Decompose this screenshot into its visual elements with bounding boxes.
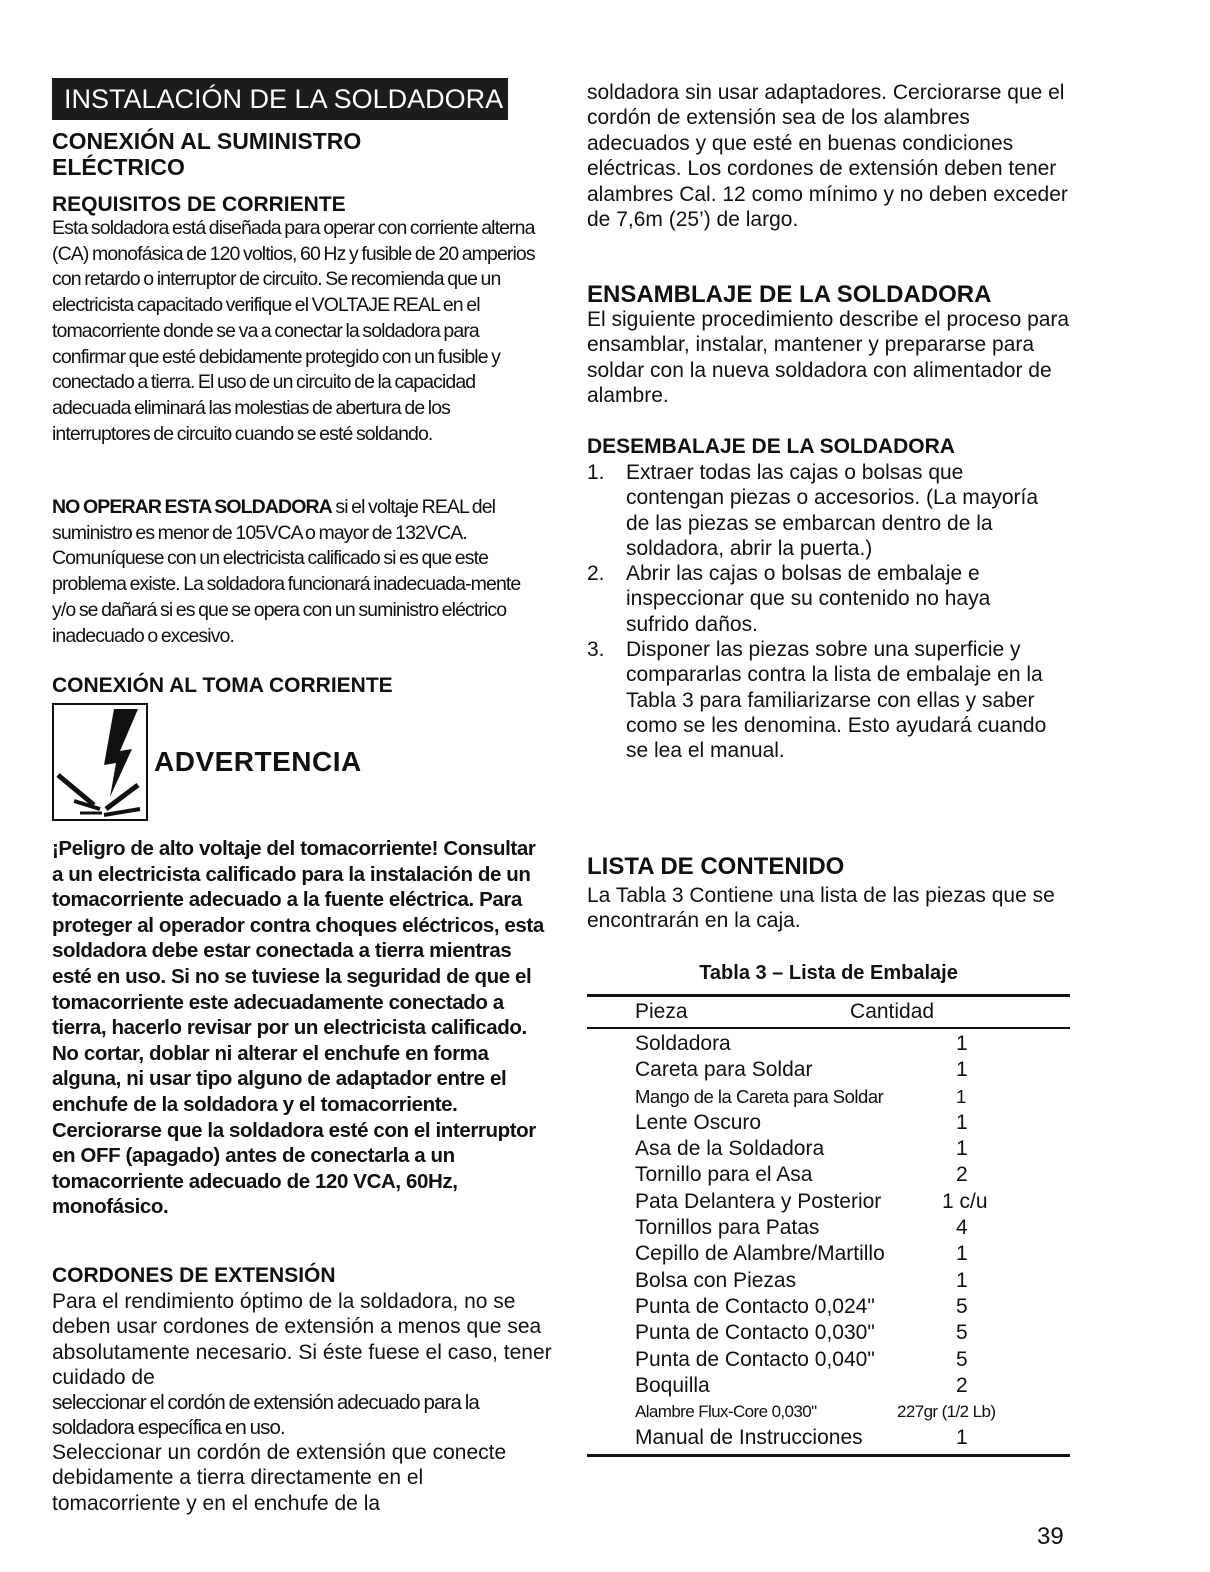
column-header-qty: Cantidad (850, 1000, 935, 1023)
table-bottom-rule (587, 1454, 1070, 1457)
step-text: Abrir las cajas o bolsas de embalaje e inspeccionar que su contenido no haya sufrido daños. (626, 562, 991, 636)
table-row (587, 1031, 1070, 1057)
list-item (587, 460, 1057, 561)
table-cell-qty: 5 (956, 1321, 968, 1345)
unpacking-steps (587, 460, 1057, 764)
table-cell-qty: 1 c/u (942, 1189, 988, 1213)
high-voltage-icon (54, 705, 146, 819)
contents-text: La Tabla 3 Contiene una lista de las piezas que se encontrarán en la caja. (587, 884, 1055, 933)
table-cell-qty: 4 (956, 1216, 968, 1240)
table-cell-piece: Tornillo para el Asa (635, 1163, 813, 1187)
table-row (587, 1057, 1070, 1083)
outlet-heading: CONEXIÓN AL TOMA CORRIENTE (52, 674, 393, 697)
section-banner: INSTALACIÓN DE LA SOLDADORA (52, 78, 508, 120)
table-cell-piece: Pata Delantera y Posterior (635, 1189, 882, 1213)
table-row (587, 1162, 1070, 1188)
table-cell-piece: Asa de la Soldadora (635, 1137, 825, 1161)
table-row (587, 1110, 1070, 1136)
no-operate-text: si el voltaje REAL del suministro es menor de 105VCA o mayor de 132VCA. Comuníquese con un electricista calificado si es que este problema existe. La soldadora funcionará inadecuada-mente y/o se dañará si es que se opera con un suministro eléctrico inadecuado o excesivo. (52, 496, 521, 647)
table-cell-qty: 1 (956, 1268, 968, 1292)
list-item (587, 561, 1057, 637)
table-caption: Tabla 3 – Lista de Embalaje (699, 962, 958, 984)
step-text: Extraer todas las cajas o bolsas que contengan piezas o accesorios. (La mayoría de las piezas se embarcan dentro de la soldadora, abrir la puerta.) (626, 461, 1039, 560)
table-cell-piece: Punta de Contacto 0,030" (635, 1321, 875, 1345)
table-cell-piece: Punta de Contacto 0,024" (635, 1294, 875, 1318)
warning-box (52, 703, 148, 821)
extension-text-a: Para el rendimiento óptimo de la soldadora, no se deben usar cordones de extensión a menos que sea absolutamente necesario. Si éste fuese el caso, tener cuidado de (52, 1290, 552, 1390)
table-cell-qty: 1 (956, 1110, 968, 1134)
step-number: 1. (587, 461, 605, 484)
table-cell-piece: Mango de la Careta para Soldar (635, 1085, 884, 1107)
table-cell-piece: Punta de Contacto 0,040" (635, 1347, 875, 1371)
table-cell-qty: 2 (956, 1163, 968, 1187)
table-row (587, 1241, 1070, 1267)
page-number: 39 (1037, 1523, 1064, 1550)
table-header-rule (587, 1027, 1070, 1029)
step-number: 2. (587, 562, 605, 586)
table-cell-qty: 227gr (1/2 Lb) (897, 1402, 996, 1422)
table-cell-qty: 1 (956, 1032, 968, 1055)
current-requirements-heading: REQUISITOS DE CORRIENTE (52, 193, 346, 216)
table-cell-qty: 2 (956, 1373, 968, 1397)
extension-text-c: Seleccionar un cordón de extensión que conecte debidamente a tierra directamente en el tomacorriente y en el enchufe de la (52, 1441, 507, 1515)
extension-continued-text: soldadora sin usar adaptadores. Cerciorarse que el cordón de extensión sea de los alambres adecuados y que esté en buenas condiciones eléctricas. Los cordones de extensión deben tener alambres Cal. 12 como mínimo y no deben exceder de 7,6m (25’) de largo. (587, 81, 1068, 232)
table-row (587, 1215, 1070, 1241)
contents-heading: LISTA DE CONTENIDO (587, 853, 845, 880)
table-row (587, 1294, 1070, 1320)
table-row (587, 1320, 1070, 1346)
list-item (587, 637, 1057, 763)
table-row (587, 1373, 1070, 1399)
table-row (587, 1268, 1070, 1294)
table-row (587, 1399, 1070, 1425)
warning-text: ¡Peligro de alto voltaje del tomacorriente! Consultar a un electricista calificado para la instalación de un tomacorriente adecuado a la fuente eléctrica. Para proteger al operador contra choques eléctricos, esta soldadora debe estar conectada a tierra mientras esté en uso. Si no se tuviese la seguridad de que el tomacorriente este adecuadamente conectado a tierra, hacerlo revisar por un electricista calificado. No cortar, doblar ni alterar el enchufe en forma alguna, ni usar tipo alguno de adaptador entre el enchufe de la soldadora y el tomacorriente. Cerciorarse que la soldadora esté con el interruptor en OFF (apagado) antes de conectarla a un tomacorriente adecuado de 120 VCA, 60Hz, monofásico. (52, 837, 544, 1219)
table-cell-piece: Cepillo de Alambre/Martillo (635, 1242, 885, 1266)
table-cell-piece: Soldadora (635, 1032, 731, 1055)
table-cell-piece: Lente Oscuro (635, 1110, 762, 1134)
table-cell-qty: 1 (956, 1137, 968, 1161)
table-cell-qty: 5 (956, 1294, 968, 1318)
table-row (587, 1084, 1070, 1110)
table-header-row (587, 997, 1070, 1027)
assembly-heading: ENSAMBLAJE DE LA SOLDADORA (587, 281, 992, 308)
no-operate-lead: NO OPERAR ESTA SOLDADORA (52, 496, 332, 518)
table-cell-piece: Bolsa con Piezas (635, 1268, 797, 1292)
table-cell-qty: 1 (956, 1058, 968, 1082)
extension-cords-heading: CORDONES DE EXTENSIÓN (52, 1264, 336, 1287)
table-cell-qty: 1 (956, 1242, 968, 1266)
table-row (587, 1189, 1070, 1215)
table-cell-piece: Careta para Soldar (635, 1058, 813, 1082)
packing-table (587, 994, 1070, 1457)
current-requirements-text: Esta soldadora está diseñada para operar con corriente alterna (CA) monofásica de 120 voltios, 60 Hz y fusible de 20 amperios con retardo o interruptor de circuito. Se recomienda que un electricista capacitado verifique el VOLTAJE REAL en el tomacorriente donde se va a conectar la soldadora para confirmar que esté debidamente protegido con un fusible y conectado a tierra. El uso de un circuito de la capacidad adecuada eliminará las molestias de abertura de los interruptores de circuito cuando se esté soldando. (52, 217, 535, 445)
table-cell-qty: 1 (956, 1085, 966, 1107)
warning-title: ADVERTENCIA (154, 746, 362, 777)
step-number: 3. (587, 638, 605, 662)
no-operate-paragraph (52, 495, 544, 649)
table-cell-piece: Alambre Flux-Core 0,030" (635, 1402, 817, 1422)
table-cell-qty: 1 (956, 1426, 968, 1450)
power-connection-heading: CONEXIÓN AL SUMINISTRO ELÉCTRICO (52, 128, 362, 180)
table-cell-qty: 5 (956, 1347, 968, 1371)
table-row (587, 1347, 1070, 1373)
column-header-piece: Pieza (635, 1000, 688, 1023)
unpacking-heading: DESEMBALAJE DE LA SOLDADORA (587, 435, 955, 458)
step-text: Disponer las piezas sobre una superficie y compararlas contra la lista de embalaje en la Tabla 3 para familiarizarse con ellas y saber como se les denomina. Esto ayudará cuando se lea el manual. (626, 638, 1047, 763)
table-cell-piece: Tornillos para Patas (635, 1216, 820, 1240)
table-row (587, 1425, 1070, 1451)
assembly-text: El siguiente procedimiento describe el proceso para ensamblar, instalar, mantener y prepararse para soldar con la nueva soldadora con alimentador de alambre. (587, 308, 1070, 408)
table-cell-piece: Boquilla (635, 1373, 710, 1397)
table-cell-piece: Manual de Instrucciones (635, 1426, 863, 1450)
extension-text-b: seleccionar el cordón de extensión adecuado para la soldadora específica en uso. (52, 1391, 479, 1440)
table-body (587, 1031, 1070, 1452)
table-row (587, 1136, 1070, 1162)
